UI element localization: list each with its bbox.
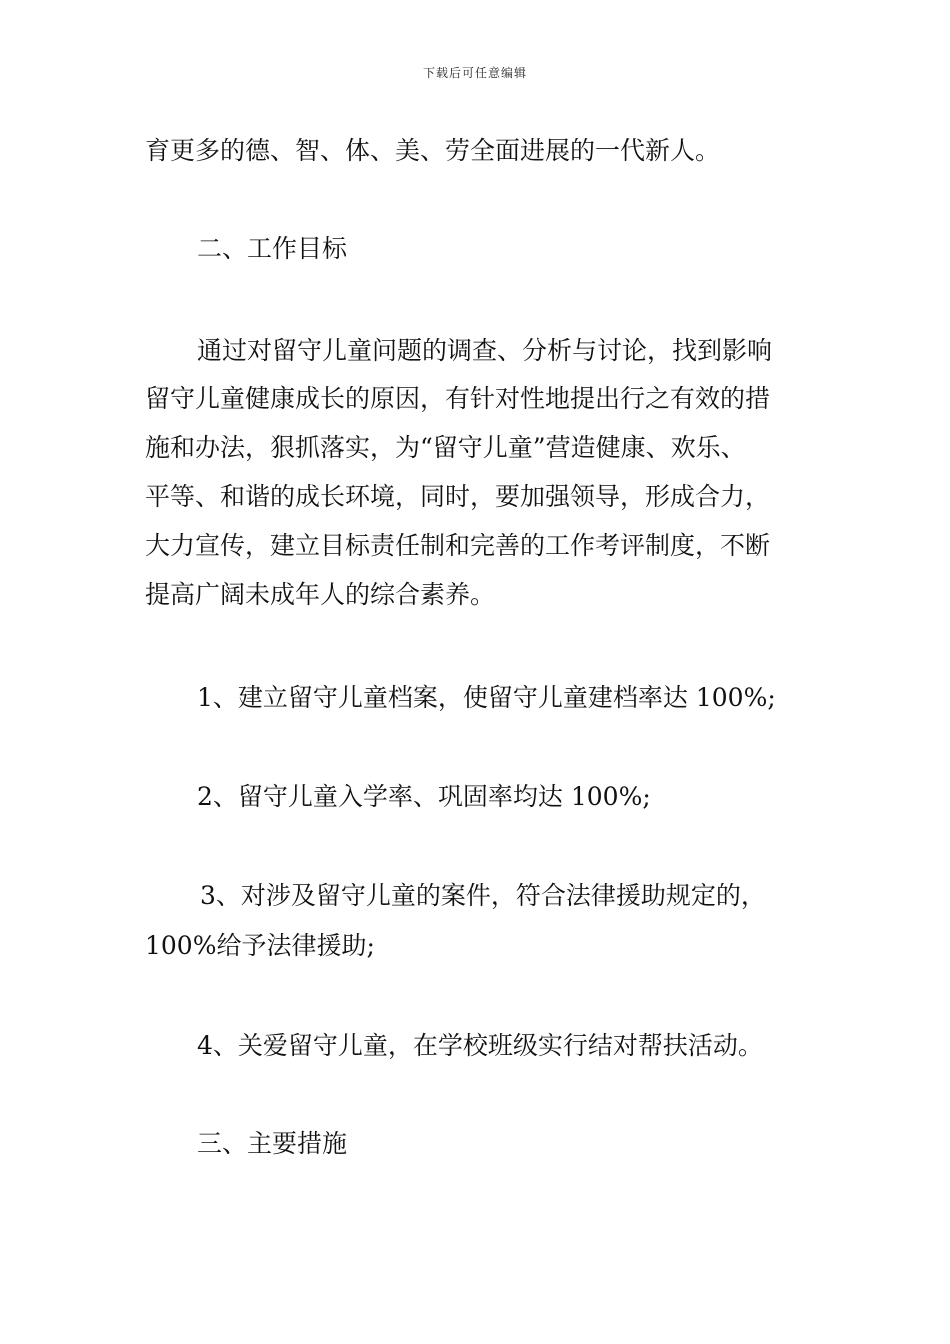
section-heading-main-measures: 三、主要措施 xyxy=(197,1129,348,1158)
section-heading-work-goals: 二、工作目标 xyxy=(197,234,348,263)
goal-item-4: 4、关爱留守儿童，在学校班级实行结对帮扶活动。 xyxy=(197,1031,763,1060)
goal-item-3-continued: 100%给予法律援助; xyxy=(145,931,375,960)
paragraph-line: 施和办法，狠抓落实，为“留守儿童”营造健康、欢乐、 xyxy=(145,433,746,462)
paragraph-line: 通过对留守儿童问题的调查、分析与讨论，找到影响 xyxy=(197,336,773,365)
paragraph-line: 留守儿童健康成长的原因，有针对性地提出行之有效的措 xyxy=(145,384,771,413)
goal-item-1: 1、建立留守儿童档案，使留守儿童建档率达 100%; xyxy=(197,683,776,712)
paragraph-line: 提高广阔未成年人的综合素养。 xyxy=(145,580,496,609)
page-header-note: 下载后可任意编辑 xyxy=(422,66,527,80)
paragraph-line: 育更多的德、智、体、美、劳全面进展的一代新人。 xyxy=(145,136,721,165)
goal-item-3: 3、对涉及留守儿童的案件，符合法律援助规定的， xyxy=(200,881,766,910)
paragraph-line: 大力宣传，建立目标责任制和完善的工作考评制度，不断 xyxy=(145,531,771,560)
paragraph-line: 平等、和谐的成长环境，同时，要加强领导，形成合力， xyxy=(145,482,771,511)
goal-item-2: 2、留守儿童入学率、巩固率均达 100%; xyxy=(197,782,651,811)
